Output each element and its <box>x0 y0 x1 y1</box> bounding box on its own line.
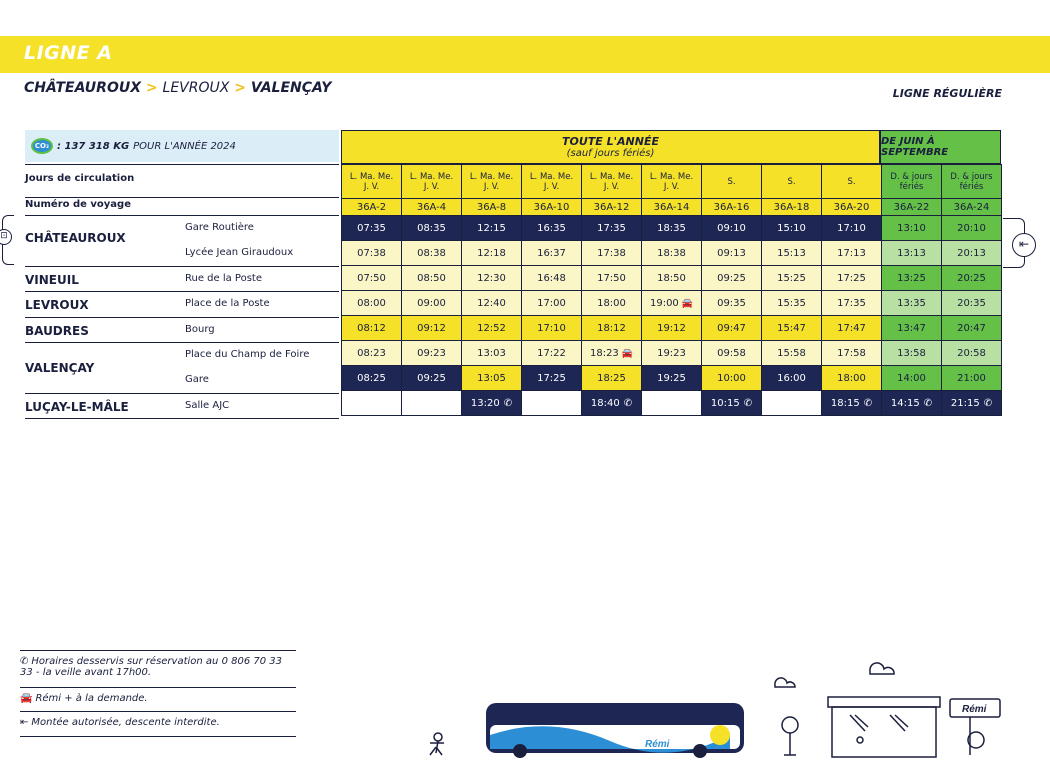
line-type: LIGNE RÉGULIÈRE <box>892 87 1002 100</box>
time-cell <box>822 216 882 241</box>
bus-station-illustration <box>410 655 1050 760</box>
time-cell <box>402 241 462 266</box>
time-value: 16:37 <box>537 247 566 259</box>
time-value: 09:35 <box>717 297 746 309</box>
time-cell <box>402 266 462 291</box>
stop-row <box>342 241 1002 266</box>
time-cell <box>702 216 762 241</box>
trip-cell: 36A-20 <box>822 199 882 216</box>
bus-stop-icon: ⊡ <box>0 229 12 245</box>
phone-icon: ✆ <box>743 397 753 409</box>
time-value: 18:38 <box>657 247 686 259</box>
time-cell <box>582 316 642 341</box>
boarding-icon: ⇤ <box>1012 233 1036 257</box>
time-cell <box>342 241 402 266</box>
day-cell: S. <box>762 165 822 199</box>
time-value: 18:50 <box>657 272 686 284</box>
day-cell: D. & jours fériés <box>942 165 1002 199</box>
day-cell: L. Ma. Me. J. V. <box>522 165 582 199</box>
time-cell <box>942 341 1002 366</box>
time-value: 08:35 <box>417 222 446 234</box>
town-name: VALENÇAY <box>25 361 95 375</box>
time-cell <box>762 241 822 266</box>
divider <box>25 393 339 394</box>
time-value: 18:23 <box>589 347 619 359</box>
time-value: 08:38 <box>417 247 446 259</box>
days-label: Jours de circulation <box>25 173 135 184</box>
sign-brand: Rémi <box>962 704 987 715</box>
stop-name: Bourg <box>185 323 215 335</box>
trip-cell: 36A-10 <box>522 199 582 216</box>
stop-row <box>342 291 1002 316</box>
trip-cell: 36A-8 <box>462 199 522 216</box>
time-value: 15:35 <box>777 297 806 309</box>
trip-cell: 36A-18 <box>762 199 822 216</box>
time-value: 08:23 <box>357 347 386 359</box>
time-cell <box>642 241 702 266</box>
time-cell <box>522 241 582 266</box>
time-value: 20:10 <box>957 222 986 234</box>
period-all-year <box>341 130 880 164</box>
time-cell <box>462 366 522 391</box>
time-value: 09:23 <box>417 347 446 359</box>
time-value: 18:00 <box>837 372 866 384</box>
trip-cell: 36A-16 <box>702 199 762 216</box>
time-value: 18:00 <box>597 297 626 309</box>
time-cell <box>882 316 942 341</box>
time-value: 10:00 <box>717 372 746 384</box>
time-cell <box>642 341 702 366</box>
time-value: 15:10 <box>777 222 806 234</box>
time-value: 17:10 <box>837 222 866 234</box>
time-cell <box>582 366 642 391</box>
divider <box>25 215 339 216</box>
time-value: 12:15 <box>477 222 506 234</box>
legend-item-boarding <box>20 713 296 728</box>
time-value: 20:58 <box>957 347 986 359</box>
stop-name: Rue de la Poste <box>185 272 263 284</box>
time-cell <box>942 266 1002 291</box>
time-value: 17:58 <box>837 347 866 359</box>
route-separator: > <box>234 80 246 96</box>
divider <box>25 164 339 165</box>
time-value: 13:03 <box>477 347 506 359</box>
car-icon: 🚘 <box>681 298 694 309</box>
time-value: 07:35 <box>357 222 386 234</box>
divider <box>25 291 339 292</box>
time-cell <box>882 341 942 366</box>
town-name: BAUDRES <box>25 323 89 338</box>
day-cell: L. Ma. Me. J. V. <box>402 165 462 199</box>
time-value: 18:25 <box>597 372 626 384</box>
time-cell <box>942 366 1002 391</box>
time-cell <box>582 266 642 291</box>
time-cell <box>762 291 822 316</box>
stop-name: Salle AJC <box>185 399 230 411</box>
time-value: 13:25 <box>897 272 926 284</box>
time-value: 17:25 <box>837 272 866 284</box>
time-cell <box>822 291 882 316</box>
line-title: LIGNE A <box>24 42 113 64</box>
phone-icon: ✆ <box>503 397 513 409</box>
trip-cell: 36A-12 <box>582 199 642 216</box>
time-cell <box>462 266 522 291</box>
time-value: 12:52 <box>477 322 506 334</box>
time-cell <box>342 366 402 391</box>
time-value: 08:00 <box>357 297 386 309</box>
time-cell <box>822 241 882 266</box>
time-cell <box>882 266 942 291</box>
legend-text: Horaires desservis sur réservation au 0 806 70 33 33 - la veille avant 17h00. <box>20 656 283 678</box>
time-value: 17:22 <box>537 347 566 359</box>
time-cell <box>582 216 642 241</box>
time-cell <box>882 366 942 391</box>
time-cell <box>642 391 702 416</box>
time-cell <box>942 291 1002 316</box>
time-cell <box>942 316 1002 341</box>
time-cell <box>342 216 402 241</box>
time-value: 13:35 <box>897 297 926 309</box>
stop-name: Lycée Jean Giraudoux <box>185 247 294 259</box>
time-cell <box>342 316 402 341</box>
period-all-year-title: TOUTE L'ANNÉE <box>562 135 659 148</box>
time-cell <box>402 316 462 341</box>
timetable <box>341 164 1002 416</box>
boarding-legend-icon: ⇤ <box>20 717 29 728</box>
time-value: 08:25 <box>357 372 386 384</box>
time-cell <box>342 266 402 291</box>
time-value: 21:15 <box>950 397 980 409</box>
time-value: 15:25 <box>777 272 806 284</box>
time-value: 17:50 <box>597 272 626 284</box>
days-row <box>342 165 1002 199</box>
trip-cell: 36A-2 <box>342 199 402 216</box>
town-name: LUÇAY-LE-MÂLE <box>25 399 129 414</box>
time-value: 09:10 <box>717 222 746 234</box>
time-cell <box>462 341 522 366</box>
time-cell <box>822 341 882 366</box>
time-value: 09:13 <box>717 247 746 259</box>
co2-suffix: POUR L'ANNÉE 2024 <box>133 140 236 152</box>
time-value: 13:05 <box>477 372 506 384</box>
town-name: VINEUIL <box>25 272 79 287</box>
time-value: 08:50 <box>417 272 446 284</box>
divider <box>25 197 339 198</box>
co2-leaf-icon: CO₂ <box>31 138 53 154</box>
time-cell <box>702 241 762 266</box>
time-cell <box>402 366 462 391</box>
time-cell <box>582 291 642 316</box>
time-cell <box>642 216 702 241</box>
stop-name: Place de la Poste <box>185 298 270 310</box>
trip-cell: 36A-4 <box>402 199 462 216</box>
time-cell <box>762 316 822 341</box>
time-cell <box>462 216 522 241</box>
car-icon: 🚘 <box>20 693 33 704</box>
time-cell <box>702 291 762 316</box>
time-value: 14:15 <box>890 397 920 409</box>
time-cell <box>882 216 942 241</box>
stop-row <box>342 266 1002 291</box>
time-cell <box>882 391 942 416</box>
time-value: 19:00 <box>649 297 679 309</box>
time-value: 19:25 <box>657 372 686 384</box>
time-value: 13:47 <box>897 322 926 334</box>
divider <box>20 711 296 712</box>
time-value: 18:15 <box>830 397 860 409</box>
time-value: 10:15 <box>710 397 740 409</box>
divider <box>20 736 296 737</box>
time-cell <box>942 241 1002 266</box>
time-value: 17:47 <box>837 322 866 334</box>
time-cell <box>702 366 762 391</box>
time-cell <box>762 266 822 291</box>
time-value: 09:25 <box>417 372 446 384</box>
time-cell <box>822 391 882 416</box>
day-cell: S. <box>702 165 762 199</box>
time-cell <box>462 241 522 266</box>
stop-row <box>342 341 1002 366</box>
time-value: 13:20 <box>470 397 500 409</box>
day-cell: D. & jours fériés <box>882 165 942 199</box>
divider <box>25 342 339 343</box>
time-value: 20:13 <box>957 247 986 259</box>
time-cell <box>642 291 702 316</box>
time-value: 17:38 <box>597 247 626 259</box>
time-cell <box>762 216 822 241</box>
time-cell <box>522 366 582 391</box>
time-cell <box>702 316 762 341</box>
trip-cell: 36A-14 <box>642 199 702 216</box>
phone-icon: ✆ <box>983 397 993 409</box>
time-value: 19:12 <box>657 322 686 334</box>
time-value: 12:18 <box>477 247 506 259</box>
time-cell <box>342 391 402 416</box>
time-cell <box>702 266 762 291</box>
town-name: CHÂTEAUROUX <box>25 231 126 245</box>
time-cell <box>582 341 642 366</box>
trip-label: Numéro de voyage <box>25 199 131 210</box>
route-title <box>24 80 331 96</box>
time-cell <box>942 391 1002 416</box>
time-value: 13:58 <box>897 347 926 359</box>
time-value: 17:25 <box>537 372 566 384</box>
route-from: CHÂTEAUROUX <box>24 80 142 96</box>
bus-brand: Rémi <box>645 739 670 750</box>
time-value: 16:00 <box>777 372 806 384</box>
time-cell <box>942 216 1002 241</box>
time-value: 09:58 <box>717 347 746 359</box>
time-value: 19:23 <box>657 347 686 359</box>
legend-item-car <box>20 689 296 704</box>
time-value: 16:35 <box>537 222 566 234</box>
time-cell <box>342 341 402 366</box>
time-cell <box>402 216 462 241</box>
legend-item-phone <box>20 652 296 678</box>
time-value: 18:35 <box>657 222 686 234</box>
day-cell: S. <box>822 165 882 199</box>
stop-row <box>342 216 1002 241</box>
time-value: 20:47 <box>957 322 986 334</box>
time-value: 08:12 <box>357 322 386 334</box>
time-value: 17:13 <box>837 247 866 259</box>
time-value: 18:40 <box>590 397 620 409</box>
phone-icon: ✆ <box>623 397 633 409</box>
time-cell <box>882 241 942 266</box>
divider <box>25 418 339 419</box>
stop-row <box>342 391 1002 416</box>
time-value: 15:47 <box>777 322 806 334</box>
time-value: 13:13 <box>897 247 926 259</box>
day-cell: L. Ma. Me. J. V. <box>462 165 522 199</box>
time-cell <box>702 391 762 416</box>
time-cell <box>522 316 582 341</box>
time-value: 16:48 <box>537 272 566 284</box>
divider <box>25 317 339 318</box>
time-value: 17:35 <box>597 222 626 234</box>
time-value: 12:40 <box>477 297 506 309</box>
line-banner <box>0 36 1050 73</box>
time-value: 07:38 <box>357 247 386 259</box>
time-value: 09:12 <box>417 322 446 334</box>
day-cell: L. Ma. Me. J. V. <box>642 165 702 199</box>
divider <box>25 266 339 267</box>
time-value: 09:00 <box>417 297 446 309</box>
time-value: 09:47 <box>717 322 746 334</box>
time-value: 21:00 <box>957 372 986 384</box>
time-cell <box>522 391 582 416</box>
time-cell <box>522 216 582 241</box>
time-value: 20:35 <box>957 297 986 309</box>
route-to: VALENÇAY <box>250 80 332 96</box>
time-value: 17:00 <box>537 297 566 309</box>
town-name: LEVROUX <box>25 298 89 313</box>
time-cell <box>762 341 822 366</box>
time-value: 20:25 <box>957 272 986 284</box>
stop-row <box>342 316 1002 341</box>
day-cell: L. Ma. Me. J. V. <box>342 165 402 199</box>
time-value: 18:12 <box>597 322 626 334</box>
day-cell: L. Ma. Me. J. V. <box>582 165 642 199</box>
time-value: 15:58 <box>777 347 806 359</box>
stop-name: Gare Routière <box>185 222 254 233</box>
time-cell <box>702 341 762 366</box>
time-value: 17:35 <box>837 297 866 309</box>
time-value: 14:00 <box>897 372 926 384</box>
trip-row <box>342 199 1002 216</box>
divider <box>20 687 296 688</box>
trip-cell: 36A-22 <box>882 199 942 216</box>
time-cell <box>342 291 402 316</box>
time-cell <box>402 291 462 316</box>
divider <box>20 650 296 651</box>
time-value: 15:13 <box>777 247 806 259</box>
car-icon: 🚘 <box>621 348 634 359</box>
phone-icon: ✆ <box>20 656 29 667</box>
time-cell <box>642 266 702 291</box>
time-cell <box>642 366 702 391</box>
period-all-year-note: (sauf jours fériés) <box>566 148 655 159</box>
trip-cell: 36A-24 <box>942 199 1002 216</box>
co2-banner <box>25 130 339 162</box>
time-cell <box>462 316 522 341</box>
phone-icon: ✆ <box>923 397 933 409</box>
period-summer: DE JUIN À SEPTEMBRE <box>880 130 1001 164</box>
time-cell <box>762 366 822 391</box>
time-value: 07:50 <box>357 272 386 284</box>
time-cell <box>642 316 702 341</box>
time-cell <box>462 291 522 316</box>
stop-row <box>342 366 1002 391</box>
time-value: 13:10 <box>897 222 926 234</box>
route-separator: > <box>145 80 158 96</box>
time-cell <box>582 391 642 416</box>
legend-text: Montée autorisée, descente interdite. <box>31 717 220 728</box>
time-cell <box>522 291 582 316</box>
time-cell <box>822 366 882 391</box>
time-cell <box>822 266 882 291</box>
time-cell <box>402 391 462 416</box>
time-cell <box>762 391 822 416</box>
route-mid: LEVROUX <box>162 80 230 96</box>
stop-name: Place du Champ de Foire <box>185 349 310 360</box>
time-cell <box>882 291 942 316</box>
phone-icon: ✆ <box>863 397 873 409</box>
time-value: 09:25 <box>717 272 746 284</box>
co2-value: : 137 318 KG <box>57 140 130 152</box>
time-value: 17:10 <box>537 322 566 334</box>
stop-name: Gare <box>185 374 209 386</box>
time-cell <box>402 341 462 366</box>
time-cell <box>582 241 642 266</box>
time-cell <box>522 341 582 366</box>
time-cell <box>522 266 582 291</box>
time-cell <box>822 316 882 341</box>
legend-text: Rémi + à la demande. <box>35 693 148 704</box>
time-value: 12:30 <box>477 272 506 284</box>
time-cell <box>462 391 522 416</box>
